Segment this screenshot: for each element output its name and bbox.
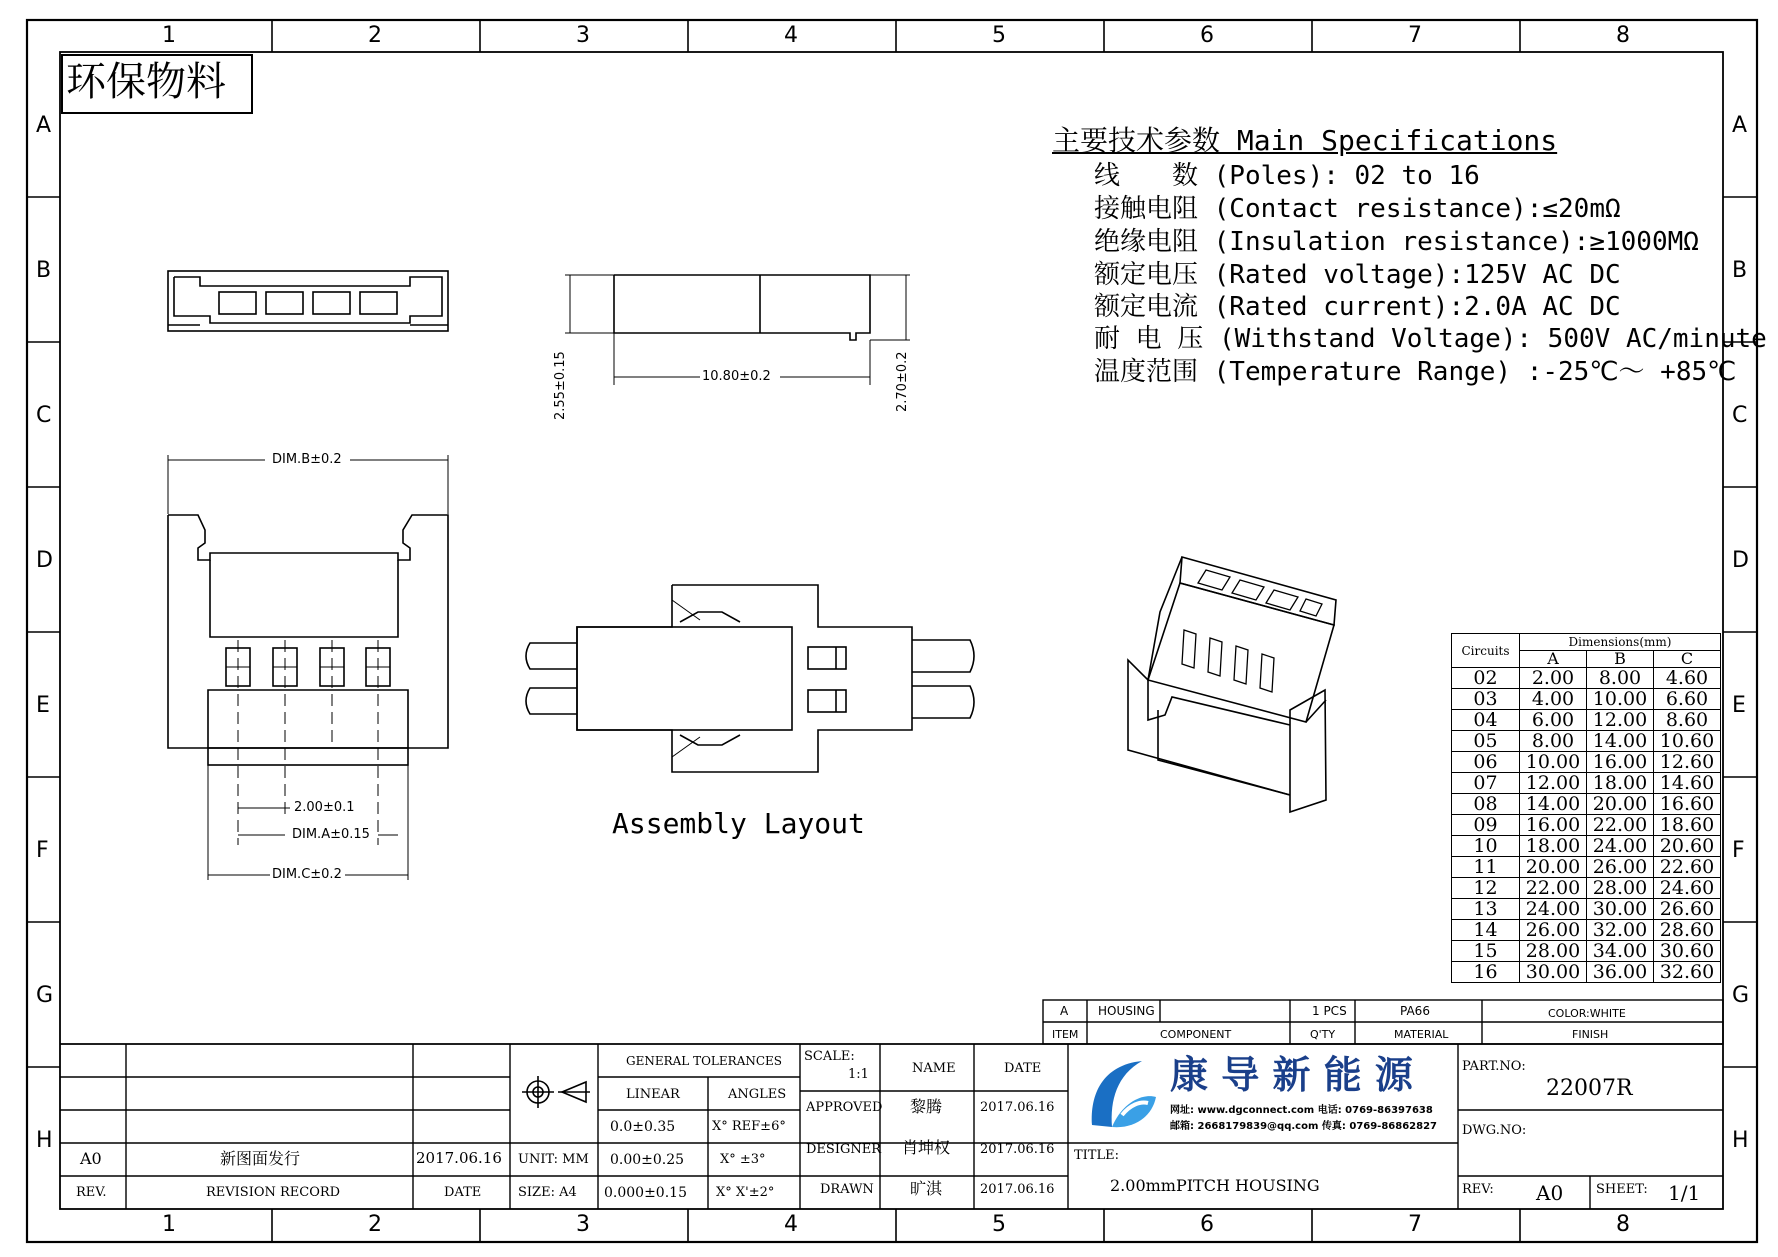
grid-col-8: 8: [1616, 23, 1630, 48]
dimension-table-body: [1452, 668, 1721, 983]
title-label: TITLE:: [1074, 1148, 1119, 1163]
spec-insulation-resistance: 绝缘电阻 (Insulation resistance):≥1000MΩ: [1094, 227, 1699, 257]
dimension-table-row: [1452, 878, 1721, 899]
drawing-title: 2.00mmPITCH HOUSING: [1110, 1176, 1320, 1195]
dimension-table-row: [1452, 773, 1721, 794]
grid-col-5: 5: [992, 23, 1006, 48]
bom-component: HOUSING: [1098, 1004, 1155, 1018]
spec-withstand-voltage: 耐 电 压 (Withstand Voltage): 500V AC/minute: [1094, 324, 1767, 354]
grid-row-a-right: A: [1732, 113, 1748, 138]
dimension-table-row: [1452, 920, 1721, 941]
sheet-label: SHEET:: [1596, 1182, 1648, 1197]
dimension-cell: 26.00: [1520, 920, 1587, 941]
linear-header: LINEAR: [626, 1087, 680, 1102]
dimension-cell: 24.60: [1654, 878, 1721, 899]
sheet-value: 1/1: [1668, 1181, 1701, 1205]
part-no-label: PART.NO:: [1462, 1059, 1526, 1074]
circuit-count-cell: 09: [1452, 815, 1520, 836]
dim-a-label: DIM.A±0.15: [292, 827, 370, 842]
rev-value: A0: [1536, 1181, 1564, 1205]
dimension-cell: 20.00: [1587, 794, 1654, 815]
grid-row-d-right: D: [1732, 548, 1749, 573]
dimension-cell: 22.60: [1654, 857, 1721, 878]
size-label: SIZE: A4: [518, 1185, 577, 1200]
dimension-cell: 6.00: [1520, 710, 1587, 731]
circuit-count-cell: 02: [1452, 668, 1520, 689]
grid-row-b-right: B: [1732, 258, 1748, 283]
angle-tol-2: X° ±3°: [720, 1152, 766, 1167]
grid-col-7-bottom: 7: [1408, 1212, 1422, 1237]
dimension-cell: 6.60: [1654, 689, 1721, 710]
grid-row-e: E: [36, 693, 50, 718]
dim-pitch-label: 2.00±0.1: [294, 800, 355, 815]
grid-col-1: 1: [162, 23, 176, 48]
spec-rated-voltage: 额定电压 (Rated voltage):125V AC DC: [1094, 260, 1621, 290]
grid-row-g-right: G: [1732, 983, 1750, 1008]
bom-material: PA66: [1400, 1004, 1430, 1018]
date-header: DATE: [444, 1185, 482, 1200]
circuit-count-cell: 08: [1452, 794, 1520, 815]
rev-label: REV:: [1462, 1182, 1494, 1197]
dimension-cell: 18.60: [1654, 815, 1721, 836]
dimension-cell: 22.00: [1587, 815, 1654, 836]
grid-row-c: C: [36, 403, 52, 428]
revision-record-header: REVISION RECORD: [206, 1185, 341, 1200]
dimension-cell: 28.60: [1654, 920, 1721, 941]
revision-value: A0: [80, 1149, 102, 1168]
grid-col-3: 3: [576, 23, 590, 48]
angles-header: ANGLES: [728, 1087, 787, 1102]
approved-label: APPROVED: [806, 1100, 883, 1115]
dimension-table-row: [1452, 899, 1721, 920]
circuit-count-cell: 12: [1452, 878, 1520, 899]
dwg-no-label: DWG.NO:: [1462, 1123, 1527, 1138]
scale-value: 1:1: [848, 1067, 869, 1082]
bom-qty: 1 PCS: [1312, 1004, 1347, 1018]
grid-row-h: H: [36, 1128, 53, 1153]
dimension-cell: 34.00: [1587, 941, 1654, 962]
grid-row-f: F: [36, 838, 49, 863]
grid-row-c-right: C: [1732, 403, 1748, 428]
col-a-header: A: [1520, 651, 1587, 668]
spec-temperature-range: 温度范围 (Temperature Range) :-25℃～ +85℃: [1094, 357, 1737, 387]
grid-row-a: A: [36, 113, 52, 138]
dimension-cell: 4.60: [1654, 668, 1721, 689]
dimension-cell: 30.00: [1587, 899, 1654, 920]
dimension-table-row: [1452, 752, 1721, 773]
grid-col-2: 2: [368, 23, 382, 48]
circuit-count-cell: 03: [1452, 689, 1520, 710]
circuit-count-cell: 04: [1452, 710, 1520, 731]
dimension-cell: 30.60: [1654, 941, 1721, 962]
dimension-cell: 20.00: [1520, 857, 1587, 878]
dimension-cell: 30.00: [1520, 962, 1587, 983]
spec-poles: 线 数 (Poles): 02 to 16: [1094, 161, 1480, 191]
dimension-cell: 4.00: [1520, 689, 1587, 710]
dimension-cell: 22.00: [1520, 878, 1587, 899]
dimension-cell: 8.00: [1520, 731, 1587, 752]
dimension-cell: 12.00: [1520, 773, 1587, 794]
designer-date: 2017.06.16: [980, 1142, 1055, 1157]
dimension-cell: 32.60: [1654, 962, 1721, 983]
grid-col-4: 4: [784, 23, 798, 48]
circuit-count-cell: 13: [1452, 899, 1520, 920]
grid-col-4-bottom: 4: [784, 1212, 798, 1237]
dim-c-label: DIM.C±0.2: [272, 867, 342, 882]
company-name: 康 导 新 能 源: [1170, 1052, 1413, 1097]
dim-height-right: 2.70±0.2: [895, 351, 910, 412]
grid-row-g: G: [36, 983, 54, 1008]
approved-date: 2017.06.16: [980, 1100, 1055, 1115]
dimension-cell: 28.00: [1587, 878, 1654, 899]
circuit-count-cell: 10: [1452, 836, 1520, 857]
revision-record-text: 新图面发行: [220, 1149, 301, 1168]
grid-row-e-right: E: [1732, 693, 1746, 718]
drawn-name: 旷淇: [910, 1179, 943, 1198]
dimension-cell: 18.00: [1520, 836, 1587, 857]
bom-item-header: ITEM: [1052, 1028, 1079, 1041]
dimension-cell: 2.00: [1520, 668, 1587, 689]
linear-tol-1: 0.0±0.35: [610, 1119, 676, 1135]
dimension-cell: 18.00: [1587, 773, 1654, 794]
name-header: NAME: [912, 1061, 956, 1076]
rev-header: REV.: [76, 1185, 107, 1200]
dimension-cell: 10.00: [1587, 689, 1654, 710]
bom-qty-header: Q'TY: [1310, 1028, 1336, 1041]
grid-row-d: D: [36, 548, 53, 573]
dimension-cell: 24.00: [1520, 899, 1587, 920]
dimension-cell: 14.00: [1587, 731, 1654, 752]
linear-tol-2: 0.00±0.25: [610, 1152, 685, 1168]
dimension-cell: 28.00: [1520, 941, 1587, 962]
unit-label: UNIT: MM: [518, 1152, 589, 1167]
grid-col-3-bottom: 3: [576, 1212, 590, 1237]
circuit-count-cell: 11: [1452, 857, 1520, 878]
approved-name: 黎腾: [910, 1097, 943, 1116]
linear-tol-3: 0.000±0.15: [604, 1185, 687, 1201]
dim-b-label: DIM.B±0.2: [272, 452, 342, 467]
angle-tol-3: X° X'±2°: [716, 1185, 775, 1200]
grid-row-b: B: [36, 258, 52, 283]
dimension-table-row: [1452, 941, 1721, 962]
dimensions-header: Dimensions(mm): [1520, 634, 1721, 651]
dimension-table-row: [1452, 731, 1721, 752]
dimension-cell: 16.60: [1654, 794, 1721, 815]
designer-label: DESIGNER: [806, 1142, 881, 1157]
general-tolerances: GENERAL TOLERANCES: [626, 1054, 783, 1068]
dimension-table-row: [1452, 668, 1721, 689]
company-contact-web: 网址: www.dgconnect.com 电话: 0769-86397638: [1170, 1105, 1433, 1116]
scale-label: SCALE:: [804, 1049, 855, 1064]
circuit-count-cell: 14: [1452, 920, 1520, 941]
dimension-cell: 14.00: [1520, 794, 1587, 815]
specs-title: 主要技术参数 Main Specifications: [1052, 124, 1558, 157]
grid-col-5-bottom: 5: [992, 1212, 1006, 1237]
grid-col-2-bottom: 2: [368, 1212, 382, 1237]
dimension-cell: 16.00: [1587, 752, 1654, 773]
grid-col-6-bottom: 6: [1200, 1212, 1214, 1237]
col-c-header: C: [1654, 651, 1721, 668]
grid-row-h-right: H: [1732, 1128, 1749, 1153]
dimension-cell: 10.00: [1520, 752, 1587, 773]
angle-tol-1: X° REF±6°: [712, 1119, 786, 1134]
company-contact-email: 邮箱: 2668179839@qq.com 传真: 0769-86862827: [1170, 1121, 1438, 1132]
circuit-count-cell: 05: [1452, 731, 1520, 752]
grid-col-7: 7: [1408, 23, 1422, 48]
dimension-table-row: [1452, 815, 1721, 836]
bom-component-header: COMPONENT: [1160, 1028, 1232, 1041]
drawn-label: DRAWN: [820, 1182, 874, 1197]
dimension-cell: 14.60: [1654, 773, 1721, 794]
dimension-cell: 20.60: [1654, 836, 1721, 857]
dimension-cell: 26.00: [1587, 857, 1654, 878]
dimension-cell: 26.60: [1654, 899, 1721, 920]
dimension-table: [1451, 633, 1721, 983]
circuit-count-cell: 15: [1452, 941, 1520, 962]
dimension-table-row: [1452, 962, 1721, 983]
dimension-table-row: [1452, 689, 1721, 710]
circuits-header: Circuits: [1452, 634, 1520, 668]
bom-material-header: MATERIAL: [1394, 1028, 1449, 1041]
part-number: 22007R: [1546, 1076, 1633, 1101]
grid-col-8-bottom: 8: [1616, 1212, 1630, 1237]
dimension-cell: 32.00: [1587, 920, 1654, 941]
dimension-cell: 8.60: [1654, 710, 1721, 731]
circuit-count-cell: 07: [1452, 773, 1520, 794]
company-logo: [1082, 1055, 1162, 1135]
dimension-cell: 10.60: [1654, 731, 1721, 752]
col-b-header: B: [1587, 651, 1654, 668]
designer-name: 肖坤权: [902, 1138, 951, 1157]
dimension-cell: 8.00: [1587, 668, 1654, 689]
spec-rated-current: 额定电流 (Rated current):2.0A AC DC: [1094, 292, 1621, 322]
bom-finish: COLOR:WHITE: [1548, 1007, 1626, 1020]
circuit-count-cell: 16: [1452, 962, 1520, 983]
date-column-header: DATE: [1004, 1061, 1042, 1076]
eco-material-stamp: 环保物料: [66, 59, 226, 105]
grid-col-1-bottom: 1: [162, 1212, 176, 1237]
dim-length: 10.80±0.2: [702, 369, 771, 384]
dimension-table-row: [1452, 794, 1721, 815]
grid-row-f-right: F: [1732, 838, 1745, 863]
spec-contact-resistance: 接触电阻 (Contact resistance):≤20mΩ: [1094, 194, 1621, 224]
dimension-table-row: [1452, 857, 1721, 878]
dimension-cell: 12.60: [1654, 752, 1721, 773]
drawn-date: 2017.06.16: [980, 1182, 1055, 1197]
dimension-cell: 36.00: [1587, 962, 1654, 983]
assembly-layout-label: Assembly Layout: [612, 807, 865, 840]
dim-height-left: 2.55±0.15: [553, 351, 568, 420]
bom-item: A: [1060, 1004, 1069, 1018]
bom-finish-header: FINISH: [1572, 1028, 1609, 1041]
dimension-table-row: [1452, 710, 1721, 731]
dimension-cell: 16.00: [1520, 815, 1587, 836]
dimension-table-row: [1452, 836, 1721, 857]
grid-col-6: 6: [1200, 23, 1214, 48]
circuit-count-cell: 06: [1452, 752, 1520, 773]
dimension-cell: 12.00: [1587, 710, 1654, 731]
dimension-cell: 24.00: [1587, 836, 1654, 857]
revision-date: 2017.06.16: [416, 1149, 502, 1167]
